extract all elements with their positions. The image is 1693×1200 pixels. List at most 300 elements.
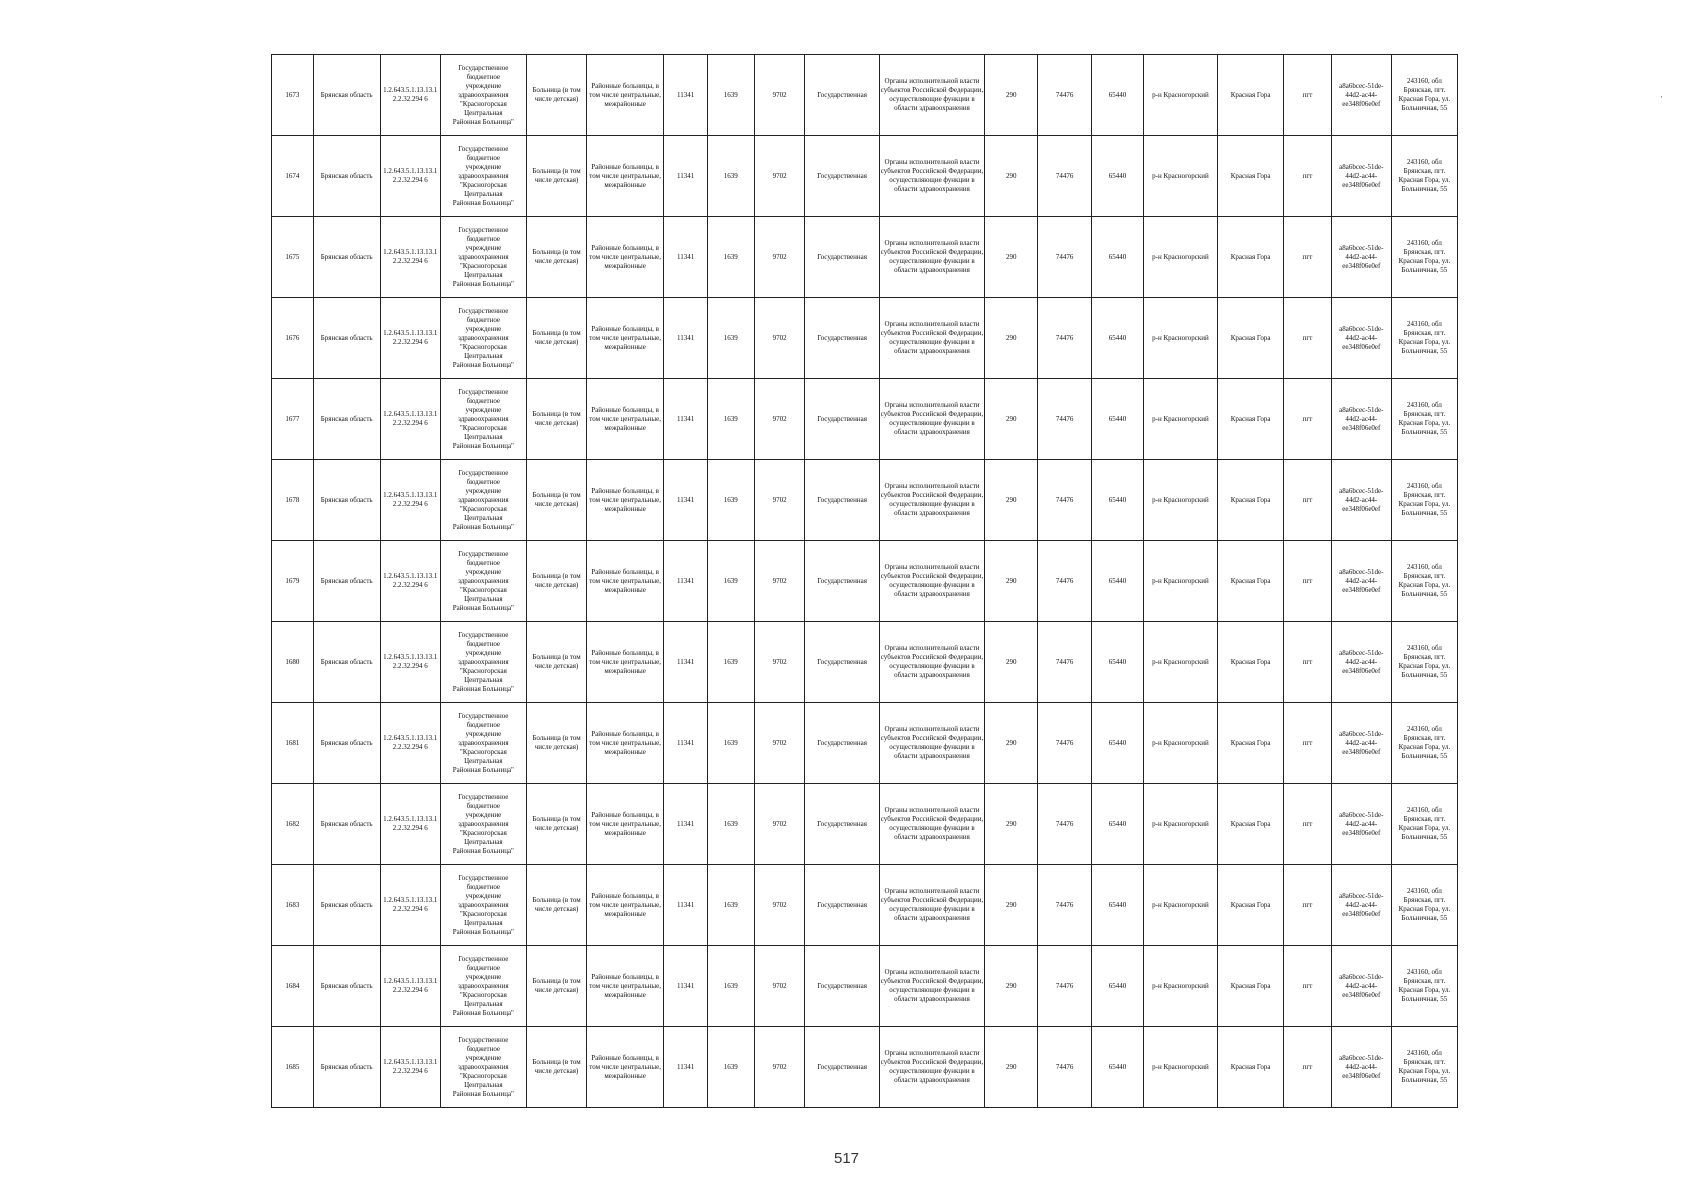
cell-institution-name (440, 217, 526, 298)
cell-facility-type: Больница (в том числе детская) (527, 703, 587, 784)
cell-value-11341: 11341 (664, 946, 708, 1027)
institution-line: учреждение (465, 162, 502, 171)
cell-value-1639: 1639 (707, 460, 754, 541)
table-row (272, 217, 1458, 298)
cell-value-1639: 1639 (707, 298, 754, 379)
scan-mark: · (1660, 92, 1663, 102)
cell-value-11341: 11341 (664, 703, 708, 784)
table-row (272, 379, 1458, 460)
institution-line: "Красногорская (459, 261, 507, 270)
cell-facility-guid: a8a6bcec-51de-44d2-ac44-ee348f06e0ef (1331, 1027, 1391, 1108)
cell-address: 243160, обл Брянская, пгт. Красная Гора, ул. Больничная, 55 (1391, 1027, 1457, 1108)
cell-district: р-н Красногорский (1143, 55, 1217, 136)
institution-line: Центральная (464, 837, 503, 846)
cell-value-65440: 65440 (1092, 379, 1144, 460)
institution-line: учреждение (465, 810, 502, 819)
institution-line: "Красногорская (459, 666, 507, 675)
institution-line: Центральная (464, 918, 503, 927)
cell-ownership-form: Государственная (805, 784, 879, 865)
table-row (272, 946, 1458, 1027)
cell-governing-authority: Органы исполнительной власти субъектов Российской Федерации, осуществляющие функции в области здравоохранения (879, 1027, 985, 1108)
table-row (272, 136, 1458, 217)
institution-line: Центральная (464, 270, 503, 279)
cell-value-9702: 9702 (754, 460, 805, 541)
cell-locality: Красная Гора (1218, 1027, 1284, 1108)
cell-locality: Красная Гора (1218, 217, 1284, 298)
cell-facility-guid: a8a6bcec-51de-44d2-ac44-ee348f06e0ef (1331, 217, 1391, 298)
institution-line: бюджетное (466, 963, 501, 972)
institution-line: учреждение (465, 729, 502, 738)
institution-line: Центральная (464, 756, 503, 765)
cell-address: 243160, обл Брянская, пгт. Красная Гора, ул. Больничная, 55 (1391, 298, 1457, 379)
cell-value-9702: 9702 (754, 136, 805, 217)
cell-locality: Красная Гора (1218, 136, 1284, 217)
cell-facility-guid: a8a6bcec-51de-44d2-ac44-ee348f06e0ef (1331, 865, 1391, 946)
cell-oid-code: 1.2.643.5.1.13.13.12.2.32.294 6 (380, 703, 440, 784)
cell-region: Брянская область (313, 379, 380, 460)
cell-facility-type: Больница (в том числе детская) (527, 622, 587, 703)
cell-facility-subtype: Районные больницы, в том числе центральные, межрайонные (587, 460, 664, 541)
institution-line: здравоохранения (458, 819, 509, 828)
institution-line: здравоохранения (458, 576, 509, 585)
cell-value-9702: 9702 (754, 541, 805, 622)
cell-value-9702: 9702 (754, 1027, 805, 1108)
cell-value-290: 290 (985, 298, 1038, 379)
cell-district: р-н Красногорский (1143, 703, 1217, 784)
institution-line: "Красногорская (459, 585, 507, 594)
institution-line: Государственное (458, 630, 509, 639)
cell-facility-guid: a8a6bcec-51de-44d2-ac44-ee348f06e0ef (1331, 379, 1391, 460)
cell-address: 243160, обл Брянская, пгт. Красная Гора, ул. Больничная, 55 (1391, 379, 1457, 460)
cell-institution-name (440, 379, 526, 460)
table-row (272, 55, 1458, 136)
cell-oid-code: 1.2.643.5.1.13.13.12.2.32.294 6 (380, 541, 440, 622)
cell-ownership-form: Государственная (805, 865, 879, 946)
institution-line: Центральная (464, 108, 503, 117)
institution-line: здравоохранения (458, 90, 509, 99)
cell-row-number: 1684 (272, 946, 314, 1027)
cell-address: 243160, обл Брянская, пгт. Красная Гора, ул. Больничная, 55 (1391, 217, 1457, 298)
institution-line: Районная Больница" (452, 603, 514, 612)
institution-line: Центральная (464, 513, 503, 522)
register-table-container (271, 54, 1458, 1108)
cell-value-11341: 11341 (664, 55, 708, 136)
cell-oid-code: 1.2.643.5.1.13.13.12.2.32.294 6 (380, 298, 440, 379)
cell-governing-authority: Органы исполнительной власти субъектов Российской Федерации, осуществляющие функции в области здравоохранения (879, 136, 985, 217)
table-row (272, 865, 1458, 946)
institution-line: здравоохранения (458, 333, 509, 342)
cell-value-74476: 74476 (1038, 1027, 1092, 1108)
cell-facility-type: Больница (в том числе детская) (527, 460, 587, 541)
cell-ownership-form: Государственная (805, 703, 879, 784)
institution-line: "Красногорская (459, 1071, 507, 1080)
institution-line: бюджетное (466, 477, 501, 486)
cell-settlement-type: пгт (1284, 460, 1332, 541)
cell-row-number: 1682 (272, 784, 314, 865)
table-row (272, 784, 1458, 865)
cell-district: р-н Красногорский (1143, 136, 1217, 217)
institution-line: Центральная (464, 189, 503, 198)
cell-governing-authority: Органы исполнительной власти субъектов Российской Федерации, осуществляющие функции в области здравоохранения (879, 703, 985, 784)
cell-governing-authority: Органы исполнительной власти субъектов Российской Федерации, осуществляющие функции в области здравоохранения (879, 379, 985, 460)
cell-facility-subtype: Районные больницы, в том числе центральные, межрайонные (587, 217, 664, 298)
cell-oid-code: 1.2.643.5.1.13.13.12.2.32.294 6 (380, 865, 440, 946)
cell-value-290: 290 (985, 136, 1038, 217)
cell-institution-name (440, 541, 526, 622)
institution-line: "Красногорская (459, 504, 507, 513)
cell-facility-type: Больница (в том числе детская) (527, 136, 587, 217)
cell-value-11341: 11341 (664, 136, 708, 217)
table-row (272, 541, 1458, 622)
cell-facility-guid: a8a6bcec-51de-44d2-ac44-ee348f06e0ef (1331, 55, 1391, 136)
institution-line: Районная Больница" (452, 441, 514, 450)
cell-settlement-type: пгт (1284, 379, 1332, 460)
cell-value-74476: 74476 (1038, 865, 1092, 946)
cell-locality: Красная Гора (1218, 865, 1284, 946)
cell-value-74476: 74476 (1038, 703, 1092, 784)
institution-line: Центральная (464, 999, 503, 1008)
institution-line: бюджетное (466, 396, 501, 405)
cell-value-290: 290 (985, 784, 1038, 865)
cell-value-65440: 65440 (1092, 136, 1144, 217)
cell-region: Брянская область (313, 703, 380, 784)
institution-line: "Красногорская (459, 423, 507, 432)
cell-settlement-type: пгт (1284, 946, 1332, 1027)
institution-line: Центральная (464, 351, 503, 360)
cell-facility-type: Больница (в том числе детская) (527, 946, 587, 1027)
cell-ownership-form: Государственная (805, 55, 879, 136)
institution-line: Районная Больница" (452, 684, 514, 693)
institution-line: Районная Больница" (452, 117, 514, 126)
cell-value-1639: 1639 (707, 946, 754, 1027)
cell-institution-name (440, 865, 526, 946)
cell-value-74476: 74476 (1038, 298, 1092, 379)
cell-region: Брянская область (313, 460, 380, 541)
cell-row-number: 1676 (272, 298, 314, 379)
cell-value-74476: 74476 (1038, 784, 1092, 865)
cell-value-290: 290 (985, 541, 1038, 622)
cell-region: Брянская область (313, 622, 380, 703)
institution-line: "Красногорская (459, 747, 507, 756)
cell-facility-type: Больница (в том числе детская) (527, 541, 587, 622)
institution-line: "Красногорская (459, 909, 507, 918)
cell-institution-name (440, 946, 526, 1027)
cell-facility-guid: a8a6bcec-51de-44d2-ac44-ee348f06e0ef (1331, 703, 1391, 784)
table-row (272, 298, 1458, 379)
cell-institution-name (440, 622, 526, 703)
institution-line: Государственное (458, 792, 509, 801)
institution-line: Государственное (458, 1035, 509, 1044)
cell-address: 243160, обл Брянская, пгт. Красная Гора, ул. Больничная, 55 (1391, 136, 1457, 217)
cell-address: 243160, обл Брянская, пгт. Красная Гора, ул. Больничная, 55 (1391, 541, 1457, 622)
institution-line: бюджетное (466, 639, 501, 648)
cell-value-1639: 1639 (707, 784, 754, 865)
cell-value-9702: 9702 (754, 298, 805, 379)
cell-value-9702: 9702 (754, 379, 805, 460)
cell-value-9702: 9702 (754, 703, 805, 784)
institution-line: здравоохранения (458, 495, 509, 504)
cell-value-290: 290 (985, 460, 1038, 541)
cell-value-1639: 1639 (707, 1027, 754, 1108)
cell-value-65440: 65440 (1092, 622, 1144, 703)
institution-line: здравоохранения (458, 657, 509, 666)
cell-locality: Красная Гора (1218, 784, 1284, 865)
cell-address: 243160, обл Брянская, пгт. Красная Гора, ул. Больничная, 55 (1391, 865, 1457, 946)
cell-region: Брянская область (313, 55, 380, 136)
cell-district: р-н Красногорский (1143, 784, 1217, 865)
cell-value-9702: 9702 (754, 55, 805, 136)
cell-district: р-н Красногорский (1143, 865, 1217, 946)
cell-ownership-form: Государственная (805, 298, 879, 379)
cell-governing-authority: Органы исполнительной власти субъектов Российской Федерации, осуществляющие функции в области здравоохранения (879, 865, 985, 946)
cell-facility-type: Больница (в том числе детская) (527, 379, 587, 460)
cell-value-65440: 65440 (1092, 865, 1144, 946)
cell-value-11341: 11341 (664, 622, 708, 703)
cell-value-65440: 65440 (1092, 784, 1144, 865)
cell-ownership-form: Государственная (805, 217, 879, 298)
cell-address: 243160, обл Брянская, пгт. Красная Гора, ул. Больничная, 55 (1391, 784, 1457, 865)
cell-facility-guid: a8a6bcec-51de-44d2-ac44-ee348f06e0ef (1331, 298, 1391, 379)
cell-locality: Красная Гора (1218, 946, 1284, 1027)
cell-locality: Красная Гора (1218, 55, 1284, 136)
cell-oid-code: 1.2.643.5.1.13.13.12.2.32.294 6 (380, 136, 440, 217)
cell-value-290: 290 (985, 217, 1038, 298)
institution-line: учреждение (465, 972, 502, 981)
cell-value-11341: 11341 (664, 460, 708, 541)
institution-line: бюджетное (466, 720, 501, 729)
cell-institution-name (440, 460, 526, 541)
institution-line: учреждение (465, 486, 502, 495)
cell-facility-guid: a8a6bcec-51de-44d2-ac44-ee348f06e0ef (1331, 136, 1391, 217)
institution-line: бюджетное (466, 1044, 501, 1053)
cell-governing-authority: Органы исполнительной власти субъектов Российской Федерации, осуществляющие функции в области здравоохранения (879, 622, 985, 703)
institution-line: Центральная (464, 675, 503, 684)
cell-institution-name (440, 784, 526, 865)
cell-institution-name (440, 298, 526, 379)
institution-line: здравоохранения (458, 171, 509, 180)
cell-locality: Красная Гора (1218, 541, 1284, 622)
cell-value-1639: 1639 (707, 136, 754, 217)
institution-line: "Красногорская (459, 99, 507, 108)
cell-oid-code: 1.2.643.5.1.13.13.12.2.32.294 6 (380, 379, 440, 460)
institution-line: Центральная (464, 594, 503, 603)
institution-line: Районная Больница" (452, 1008, 514, 1017)
institution-line: учреждение (465, 567, 502, 576)
cell-district: р-н Красногорский (1143, 460, 1217, 541)
cell-oid-code: 1.2.643.5.1.13.13.12.2.32.294 6 (380, 460, 440, 541)
institution-line: Районная Больница" (452, 846, 514, 855)
institution-line: учреждение (465, 243, 502, 252)
institution-line: учреждение (465, 405, 502, 414)
institution-line: здравоохранения (458, 414, 509, 423)
cell-value-65440: 65440 (1092, 298, 1144, 379)
cell-value-11341: 11341 (664, 379, 708, 460)
cell-value-9702: 9702 (754, 217, 805, 298)
cell-value-1639: 1639 (707, 55, 754, 136)
cell-settlement-type: пгт (1284, 1027, 1332, 1108)
cell-value-290: 290 (985, 946, 1038, 1027)
cell-district: р-н Красногорский (1143, 622, 1217, 703)
cell-facility-subtype: Районные больницы, в том числе центральные, межрайонные (587, 622, 664, 703)
cell-facility-subtype: Районные больницы, в том числе центральные, межрайонные (587, 298, 664, 379)
cell-governing-authority: Органы исполнительной власти субъектов Российской Федерации, осуществляющие функции в области здравоохранения (879, 784, 985, 865)
institution-line: Государственное (458, 711, 509, 720)
cell-region: Брянская область (313, 136, 380, 217)
institution-line: Районная Больница" (452, 522, 514, 531)
cell-settlement-type: пгт (1284, 298, 1332, 379)
cell-region: Брянская область (313, 946, 380, 1027)
institution-line: здравоохранения (458, 252, 509, 261)
cell-district: р-н Красногорский (1143, 946, 1217, 1027)
cell-value-290: 290 (985, 622, 1038, 703)
cell-value-1639: 1639 (707, 379, 754, 460)
institution-line: Районная Больница" (452, 765, 514, 774)
institution-line: бюджетное (466, 882, 501, 891)
cell-facility-type: Больница (в том числе детская) (527, 298, 587, 379)
cell-facility-subtype: Районные больницы, в том числе центральные, межрайонные (587, 541, 664, 622)
cell-value-65440: 65440 (1092, 55, 1144, 136)
cell-value-74476: 74476 (1038, 136, 1092, 217)
cell-value-11341: 11341 (664, 298, 708, 379)
cell-facility-type: Больница (в том числе детская) (527, 784, 587, 865)
cell-settlement-type: пгт (1284, 622, 1332, 703)
cell-ownership-form: Государственная (805, 379, 879, 460)
cell-locality: Красная Гора (1218, 460, 1284, 541)
cell-facility-guid: a8a6bcec-51de-44d2-ac44-ee348f06e0ef (1331, 541, 1391, 622)
cell-value-74476: 74476 (1038, 541, 1092, 622)
cell-address: 243160, обл Брянская, пгт. Красная Гора, ул. Больничная, 55 (1391, 946, 1457, 1027)
institution-line: Государственное (458, 63, 509, 72)
institution-line: "Красногорская (459, 828, 507, 837)
cell-governing-authority: Органы исполнительной власти субъектов Российской Федерации, осуществляющие функции в области здравоохранения (879, 946, 985, 1027)
institution-line: бюджетное (466, 72, 501, 81)
register-table-body (272, 55, 1458, 1108)
cell-value-9702: 9702 (754, 865, 805, 946)
cell-oid-code: 1.2.643.5.1.13.13.12.2.32.294 6 (380, 946, 440, 1027)
institution-line: бюджетное (466, 315, 501, 324)
cell-value-65440: 65440 (1092, 460, 1144, 541)
cell-row-number: 1685 (272, 1027, 314, 1108)
institution-line: Центральная (464, 1080, 503, 1089)
cell-row-number: 1674 (272, 136, 314, 217)
cell-settlement-type: пгт (1284, 217, 1332, 298)
cell-value-74476: 74476 (1038, 379, 1092, 460)
institution-line: здравоохранения (458, 1062, 509, 1071)
institution-line: Районная Больница" (452, 360, 514, 369)
cell-ownership-form: Государственная (805, 136, 879, 217)
cell-facility-subtype: Районные больницы, в том числе центральные, межрайонные (587, 784, 664, 865)
cell-region: Брянская область (313, 298, 380, 379)
institution-line: "Красногорская (459, 990, 507, 999)
cell-value-9702: 9702 (754, 622, 805, 703)
cell-governing-authority: Органы исполнительной власти субъектов Российской Федерации, осуществляющие функции в области здравоохранения (879, 460, 985, 541)
cell-value-290: 290 (985, 379, 1038, 460)
cell-value-65440: 65440 (1092, 946, 1144, 1027)
cell-locality: Красная Гора (1218, 298, 1284, 379)
institution-line: бюджетное (466, 234, 501, 243)
cell-address: 243160, обл Брянская, пгт. Красная Гора, ул. Больничная, 55 (1391, 460, 1457, 541)
institution-line: здравоохранения (458, 900, 509, 909)
cell-institution-name (440, 703, 526, 784)
cell-facility-subtype: Районные больницы, в том числе центральные, межрайонные (587, 703, 664, 784)
cell-settlement-type: пгт (1284, 703, 1332, 784)
cell-row-number: 1681 (272, 703, 314, 784)
cell-institution-name (440, 136, 526, 217)
cell-institution-name (440, 55, 526, 136)
cell-governing-authority: Органы исполнительной власти субъектов Российской Федерации, осуществляющие функции в области здравоохранения (879, 217, 985, 298)
table-row (272, 1027, 1458, 1108)
cell-ownership-form: Государственная (805, 460, 879, 541)
cell-value-65440: 65440 (1092, 541, 1144, 622)
cell-locality: Красная Гора (1218, 703, 1284, 784)
cell-value-11341: 11341 (664, 541, 708, 622)
cell-facility-guid: a8a6bcec-51de-44d2-ac44-ee348f06e0ef (1331, 622, 1391, 703)
cell-district: р-н Красногорский (1143, 298, 1217, 379)
cell-region: Брянская область (313, 1027, 380, 1108)
cell-value-1639: 1639 (707, 541, 754, 622)
institution-line: здравоохранения (458, 738, 509, 747)
cell-facility-subtype: Районные больницы, в том числе центральные, межрайонные (587, 1027, 664, 1108)
cell-oid-code: 1.2.643.5.1.13.13.12.2.32.294 6 (380, 1027, 440, 1108)
institution-line: "Красногорская (459, 342, 507, 351)
institution-line: Государственное (458, 468, 509, 477)
cell-row-number: 1675 (272, 217, 314, 298)
cell-value-74476: 74476 (1038, 946, 1092, 1027)
institution-line: Государственное (458, 954, 509, 963)
table-row (272, 622, 1458, 703)
cell-oid-code: 1.2.643.5.1.13.13.12.2.32.294 6 (380, 217, 440, 298)
institution-line: Центральная (464, 432, 503, 441)
institution-line: учреждение (465, 324, 502, 333)
cell-value-290: 290 (985, 1027, 1038, 1108)
cell-facility-type: Больница (в том числе детская) (527, 865, 587, 946)
cell-address: 243160, обл Брянская, пгт. Красная Гора, ул. Больничная, 55 (1391, 703, 1457, 784)
cell-ownership-form: Государственная (805, 946, 879, 1027)
cell-row-number: 1673 (272, 55, 314, 136)
cell-region: Брянская область (313, 217, 380, 298)
cell-value-290: 290 (985, 55, 1038, 136)
cell-value-74476: 74476 (1038, 622, 1092, 703)
cell-facility-guid: a8a6bcec-51de-44d2-ac44-ee348f06e0ef (1331, 946, 1391, 1027)
institution-line: бюджетное (466, 153, 501, 162)
cell-value-65440: 65440 (1092, 217, 1144, 298)
cell-facility-subtype: Районные больницы, в том числе центральные, межрайонные (587, 379, 664, 460)
cell-facility-subtype: Районные больницы, в том числе центральные, межрайонные (587, 946, 664, 1027)
cell-value-11341: 11341 (664, 1027, 708, 1108)
cell-value-1639: 1639 (707, 865, 754, 946)
institution-line: Государственное (458, 144, 509, 153)
institution-line: учреждение (465, 891, 502, 900)
cell-value-74476: 74476 (1038, 55, 1092, 136)
table-row (272, 703, 1458, 784)
institution-line: Районная Больница" (452, 279, 514, 288)
cell-oid-code: 1.2.643.5.1.13.13.12.2.32.294 6 (380, 55, 440, 136)
institution-line: Государственное (458, 549, 509, 558)
cell-value-9702: 9702 (754, 784, 805, 865)
cell-locality: Красная Гора (1218, 379, 1284, 460)
cell-locality: Красная Гора (1218, 622, 1284, 703)
table-row (272, 460, 1458, 541)
institution-line: Районная Больница" (452, 1089, 514, 1098)
cell-value-11341: 11341 (664, 217, 708, 298)
cell-district: р-н Красногорский (1143, 217, 1217, 298)
cell-facility-subtype: Районные больницы, в том числе центральные, межрайонные (587, 865, 664, 946)
cell-governing-authority: Органы исполнительной власти субъектов Российской Федерации, осуществляющие функции в области здравоохранения (879, 55, 985, 136)
institution-line: "Красногорская (459, 180, 507, 189)
cell-value-1639: 1639 (707, 622, 754, 703)
cell-facility-guid: a8a6bcec-51de-44d2-ac44-ee348f06e0ef (1331, 784, 1391, 865)
cell-district: р-н Красногорский (1143, 541, 1217, 622)
